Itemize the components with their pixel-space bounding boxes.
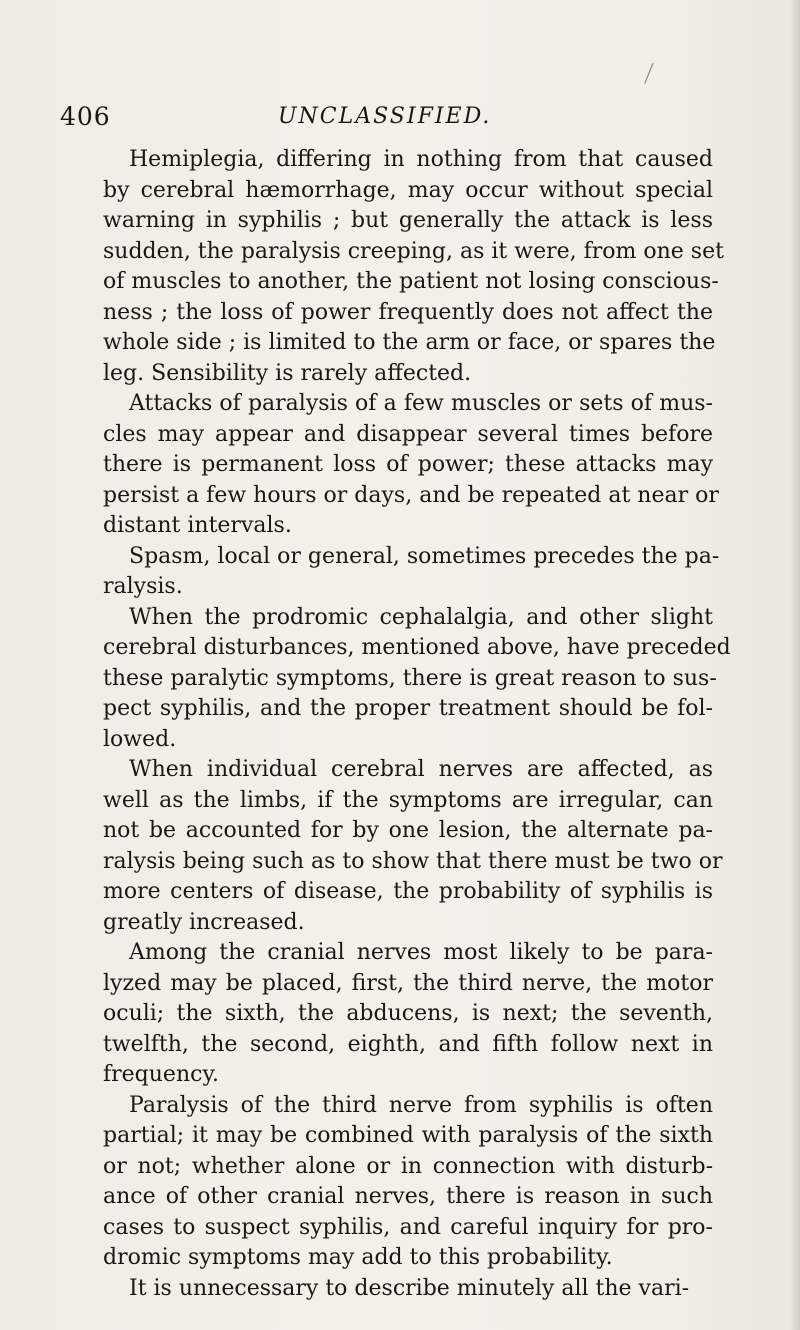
text-line: Paralysis of the third nerve from syphilis is often: [129, 1092, 713, 1118]
text-line: When individual cerebral nerves are affected, as: [129, 757, 713, 782]
text-line: by cerebral hæmorrhage, may occur without special: [103, 177, 713, 203]
text-line: dromic symptoms may add to this probability.: [103, 1245, 613, 1270]
text-line: persist a few hours or days, and be repeated at near or: [103, 482, 719, 508]
text-line: ralysis.: [103, 574, 183, 599]
text-line: Spasm, local or general, sometimes precedes the pa-: [129, 543, 720, 569]
text-line: Hemiplegia, differing in nothing from that caused: [129, 147, 713, 172]
text-line: cerebral disturbances, mentioned above, have preceded: [103, 635, 731, 660]
text-line: these paralytic symptoms, there is great reason to sus-: [103, 665, 717, 691]
body-text: [103, 145, 731, 1304]
text-line: greatly increased.: [103, 909, 305, 935]
text-line: ance of other cranial nerves, there is reason in such: [103, 1184, 713, 1209]
page-edge-shadow: [790, 0, 800, 1330]
paragraph: [103, 603, 731, 756]
text-line: oculi; the sixth, the abducens, is next; the seventh,: [103, 1001, 713, 1026]
text-line: sudden, the paralysis creeping, as it were, from one set: [103, 238, 724, 264]
text-line: partial; it may be combined with paralysis of the sixth: [103, 1123, 713, 1148]
paragraph: [103, 755, 723, 938]
text-line: lowed.: [103, 726, 177, 752]
text-line: cases to suspect syphilis, and careful inquiry for pro-: [103, 1214, 713, 1240]
text-line: well as the limbs, if the symptoms are irregular, can: [103, 787, 713, 813]
text-line: ralysis being such as to show that there must be two or: [103, 848, 723, 874]
text-line: Attacks of paralysis of a few muscles or sets of mus-: [129, 391, 713, 416]
text-line: lyzed may be placed, first, the third nerve, the motor: [103, 970, 713, 996]
page-number: 406: [60, 102, 111, 131]
paragraph: [103, 1091, 713, 1274]
text-line: not be accounted for by one lesion, the alternate pa-: [103, 818, 713, 843]
running-head: UNCLASSIFIED.: [278, 104, 492, 129]
paragraph: [103, 1274, 713, 1305]
text-line: cles may appear and disappear several times before: [103, 421, 713, 447]
text-line: whole side ; is limited to the arm or face, or spares the: [103, 330, 716, 355]
paragraph: [103, 389, 719, 542]
text-line: warning in syphilis ; but generally the attack is less: [103, 208, 713, 233]
text-line: leg. Sensibility is rarely affected.: [103, 360, 472, 386]
paragraph: [103, 938, 713, 1091]
paragraph: [103, 145, 724, 389]
text-line: more centers of disease, the probability of syphilis is: [103, 879, 713, 904]
text-line: or not; whether alone or in connection with disturb-: [103, 1153, 713, 1179]
text-line: When the prodromic cephalalgia, and other slight: [129, 604, 713, 630]
text-line: of muscles to another, the patient not losing conscious-: [103, 269, 719, 294]
text-line: distant intervals.: [103, 513, 292, 538]
text-line: frequency.: [103, 1062, 219, 1087]
text-line: ness ; the loss of power frequently does not affect the: [103, 299, 713, 325]
text-line: Among the cranial nerves most likely to be para-: [129, 940, 713, 965]
text-line: twelfth, the second, eighth, and fifth follow next in: [103, 1031, 713, 1057]
paragraph: [103, 542, 720, 603]
text-line: It is unnecessary to describe minutely all the vari-: [129, 1275, 690, 1301]
text-line: there is permanent loss of power; these attacks may: [103, 452, 713, 477]
text-line: pect syphilis, and the proper treatment should be fol-: [103, 696, 713, 721]
pencil-mark: [644, 63, 661, 87]
page-header: [60, 96, 750, 136]
